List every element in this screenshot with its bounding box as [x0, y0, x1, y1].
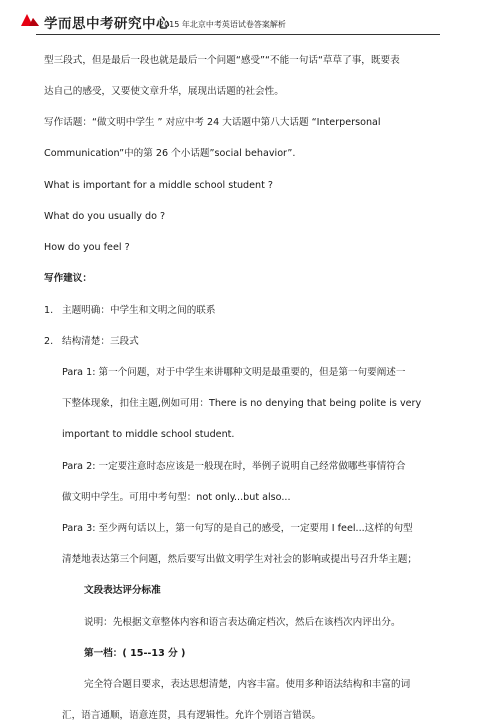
list-number: 2.: [44, 336, 54, 347]
list-item: 主题明确：中学生和文明之间的联系: [62, 305, 216, 316]
list-item: 结构清楚：三段式: [62, 336, 139, 347]
header-title: 2015 年北京中考英语试卷答案解析: [159, 20, 286, 29]
score-note: 说明：先根据文章整体内容和语言表达确定档次，然后在该档次内评出分。: [84, 617, 401, 628]
suggestion-heading: 写作建议：: [44, 273, 92, 284]
body-line: 写作话题：“做文明中学生 ” 对应中考 24 大话题中第八大话题 “Interpersonal: [44, 117, 381, 128]
para1-line: important to middle school student.: [62, 429, 235, 440]
score-heading: 文段表达评分标准: [84, 585, 161, 596]
para1-line: 下整体现象，扣住主题,例如可用：There is no denying that being polite is very: [62, 398, 422, 409]
tier1-heading: 第一档：( 15--13 分 ): [84, 648, 186, 659]
question-3: How do you feel ?: [44, 242, 130, 253]
page-header: [0, 0, 482, 36]
question-1: What is important for a middle school student ?: [44, 180, 274, 191]
logo-icon: [20, 12, 40, 28]
body-line: 达自己的感受，又要使文章升华，展现出话题的社会性。: [44, 86, 284, 97]
body-line: Communication”中的第 26 个小话题”social behavior”.: [44, 148, 296, 159]
tier1-line: 完全符合题目要求，表达思想清楚，内容丰富。使用多种语法结构和丰富的词: [84, 679, 411, 690]
para1-line: Para 1: 第一个问题，对于中学生来讲哪种文明是最重要的，但是第一句要阐述一: [62, 367, 406, 378]
list-number: 1.: [44, 305, 54, 316]
para3-line: Para 3: 至少两句话以上，第一句写的是自己的感受，一定要用 I feel...这样的句型: [62, 523, 413, 534]
header-divider: [36, 34, 440, 35]
para2-line: Para 2: 一定要注意时态应该是一般现在时，举例子说明自己经常做哪些事情符合: [62, 461, 406, 472]
para3-line: 清楚地表达第三个问题，然后要写出做文明学生对社会的影响或提出号召升华主题；: [62, 554, 417, 565]
para2-line: 做文明中学生。可用中考句型：not only...but also...: [62, 492, 291, 503]
tier1-line: 汇，语言通顺，语意连贯，具有逻辑性。允许个别语言错误。: [62, 710, 322, 721]
question-2: What do you usually do ?: [44, 211, 166, 222]
logo-text: 学而思中考研究中心: [44, 16, 170, 32]
body-line: 型三段式，但是最后一段也就是最后一个问题“感受”“不能一句话“草草了事，既要表: [44, 55, 400, 66]
